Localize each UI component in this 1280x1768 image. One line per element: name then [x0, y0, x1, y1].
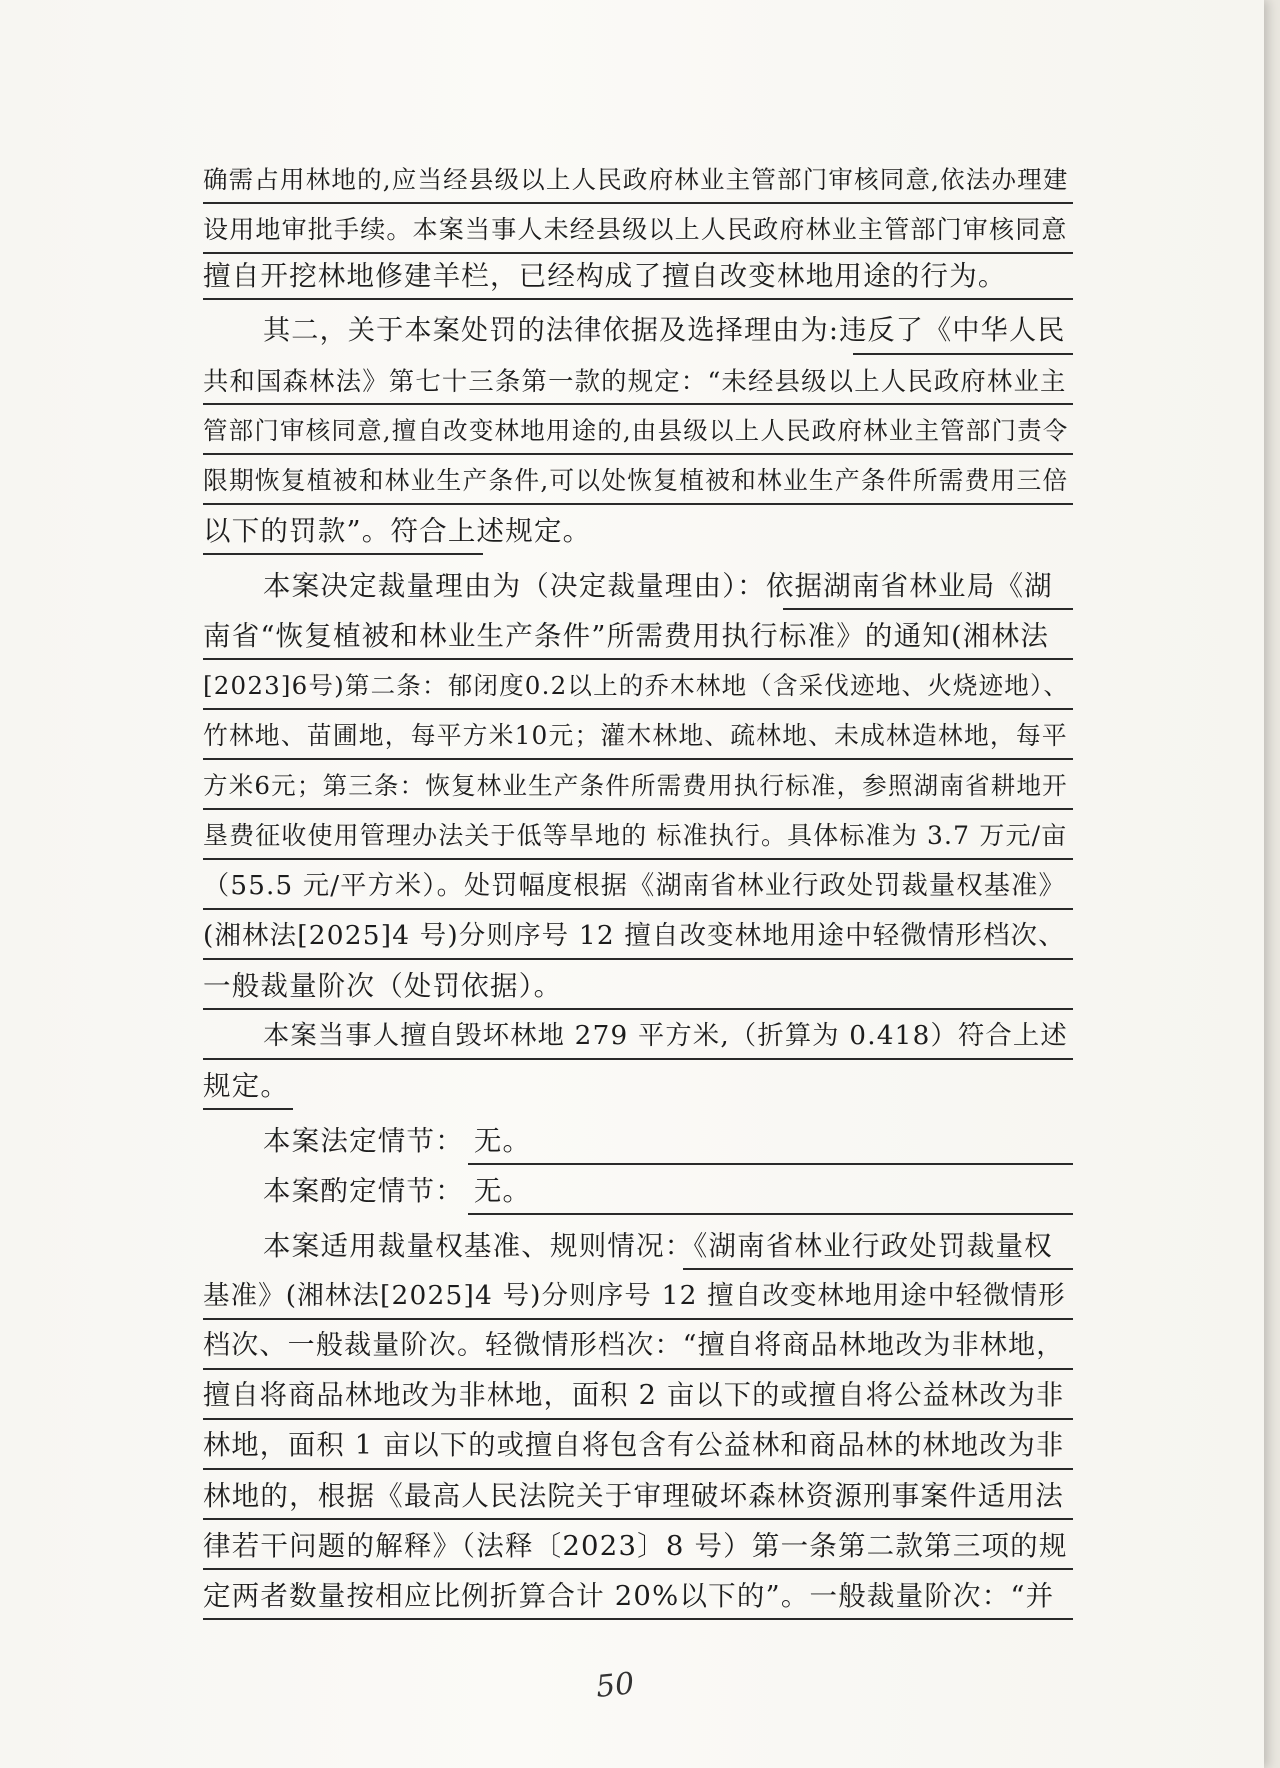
- text-line: 设用地审批手续。本案当事人未经县级以上人民政府林业主管部门审核同意: [203, 210, 1073, 254]
- text-line: 竹林地、苗圃地，每平方米10元；灌木林地、疏林地、未成林造林地，每平: [203, 716, 1073, 760]
- text-line: 林地，面积 1 亩以下的或擅自将包含有公益林和商品林的林地改为非: [203, 1426, 1073, 1470]
- text-line: 规定。: [203, 1066, 1073, 1110]
- text-line: 本案当事人擅自毁坏林地 279 平方米,（折算为 0.418）符合上述: [203, 1016, 1073, 1060]
- text-line: （55.5 元/平方米）。处罚幅度根据《湖南省林业行政处罚裁量权基准》: [203, 866, 1073, 910]
- text-line: 管部门审核同意,擅自改变林地用途的,由县级以上人民政府林业主管部门责令: [203, 411, 1073, 455]
- text-line: 本案适用裁量权基准、规则情况：《湖南省林业行政处罚裁量权: [203, 1226, 1073, 1270]
- text-line: (湘林法[2025]4 号)分则序号 12 擅自改变林地用途中轻微情形档次、: [203, 916, 1073, 960]
- text-line: 本案酌定情节： 无。: [203, 1171, 1073, 1215]
- text-line: 共和国森林法》第七十三条第一款的规定：“未经县级以上人民政府林业主: [203, 361, 1073, 405]
- text-line: 垦费征收使用管理办法关于低等旱地的 标准执行。具体标准为 3.7 万元/亩: [203, 816, 1073, 860]
- text-line: 本案决定裁量理由为（决定裁量理由）：依据湖南省林业局《湖: [203, 566, 1073, 610]
- text-line: 限期恢复植被和林业生产条件,可以处恢复植被和林业生产条件所需费用三倍: [203, 461, 1073, 505]
- text-line: 一般裁量阶次（处罚依据）。: [203, 966, 1073, 1010]
- text-line: 定两者数量按相应比例折算合计 20%以下的”。一般裁量阶次：“并: [203, 1576, 1073, 1620]
- text-line: 律若干问题的解释》（法释〔2023〕8 号）第一条第二款第三项的规: [203, 1526, 1073, 1570]
- text-line: 其二，关于本案处罚的法律依据及选择理由为:违反了《中华人民: [203, 311, 1073, 355]
- text-line: 本案法定情节： 无。: [203, 1121, 1073, 1165]
- text-line: 方米6元；第三条：恢复林业生产条件所需费用执行标准，参照湖南省耕地开: [203, 766, 1073, 810]
- text-line: 南省“恢复植被和林业生产条件”所需费用执行标准》的通知(湘林法: [203, 616, 1073, 660]
- page-number: 50: [594, 1666, 636, 1705]
- text-line: 擅自开挖林地修建羊栏，已经构成了擅自改变林地用途的行为。: [203, 256, 1073, 300]
- text-line: [2023]6号)第二条：郁闭度0.2以上的乔木林地（含采伐迹地、火烧迹地）、: [203, 666, 1073, 710]
- text-line: 擅自将商品林地改为非林地，面积 2 亩以下的或擅自将公益林改为非: [203, 1376, 1073, 1420]
- text-line: 林地的，根据《最高人民法院关于审理破坏森林资源刑事案件适用法: [203, 1476, 1073, 1520]
- text-line: 确需占用林地的,应当经县级以上人民政府林业主管部门审核同意,依法办理建: [203, 160, 1073, 204]
- text-line: 档次、一般裁量阶次。轻微情形档次：“擅自将商品林地改为非林地，: [203, 1326, 1073, 1370]
- text-line: 以下的罚款”。符合上述规定。: [203, 511, 1073, 555]
- text-line: 基准》(湘林法[2025]4 号)分则序号 12 擅自改变林地用途中轻微情形: [203, 1276, 1073, 1320]
